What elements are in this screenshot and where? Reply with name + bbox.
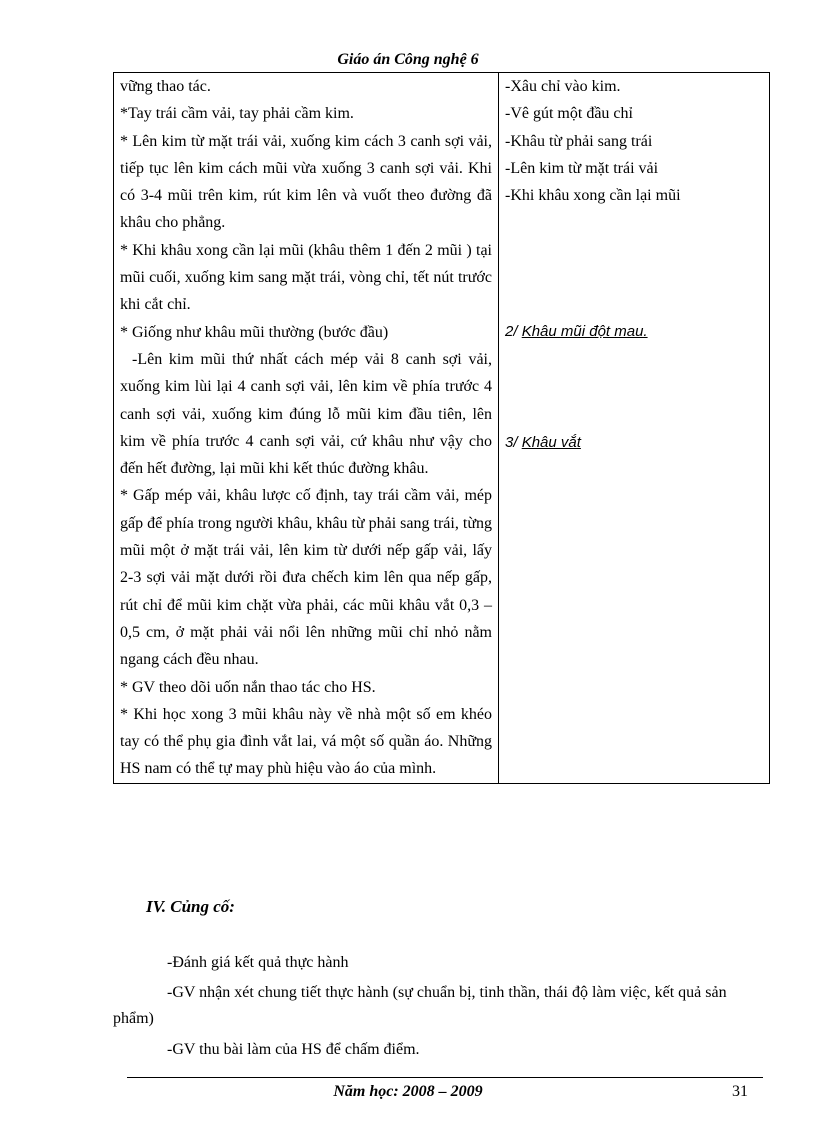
heading-backstitch <box>505 318 648 345</box>
heading-prefix: 2/ <box>505 323 522 340</box>
footer-school-year: Năm học: 2008 – 2009 <box>333 1083 483 1100</box>
paragraph: * Khi khâu xong cần lại mũi (khâu thêm 1 đến 2 mũi ) tại mũi cuối, xuống kim sang mặt trái, vòng chỉ, tết nút trước khi cắt chỉ. <box>120 241 492 314</box>
paragraph: -Lên kim mũi thứ nhất cách mép vải 8 canh sợi vải, xuống kim lùi lại 4 canh sợi vải, lên kim về phía trước 4 canh sợi vải, xuống kim đúng lỗ mũi kim đầu tiên, lên kim về phía trước 4 canh sợi vải, cứ khâu như vậy cho đến hết đường, lại mũi khi kết thúc đường khâu. <box>120 350 492 478</box>
paragraph: * GV theo dõi uốn nắn thao tác cho HS. <box>120 678 376 696</box>
step-item: -Khâu từ phải sang trái <box>505 132 653 150</box>
heading-text: Khâu vắt <box>521 434 581 451</box>
page-header: Giáo án Công nghệ 6 <box>337 51 479 68</box>
section-title: IV. Củng cố: <box>146 897 235 916</box>
step-item: -Xâu chỉ vào kim. <box>505 78 621 95</box>
paragraph: -Đánh giá kết quả thực hành <box>167 954 349 971</box>
step-item: -Vê gút một đầu chỉ <box>505 105 633 123</box>
paragraph: * Lên kim từ mặt trái vải, xuống kim cách 3 canh sợi vải, tiếp tục lên kim cách mũi vừa xuống 3 canh sợi vải. Khi có 3-4 mũi trên kim, rút kim lên và vuốt theo đường đã khâu cho phẳng. <box>120 132 492 232</box>
page-number: 31 <box>732 1083 748 1100</box>
paragraph: * Khi học xong 3 mũi khâu này về nhà một số em khéo tay có thể phụ gia đình vắt lai, vá một số quần áo. Những HS nam có thể tự may phù hiệu vào áo của mình. <box>120 705 492 778</box>
paragraph: *Tay trái cầm vải, tay phải cầm kim. <box>120 105 354 123</box>
heading-prefix: 3/ <box>505 434 522 451</box>
paragraph: * Gấp mép vải, khâu lược cố định, tay trái cầm vải, mép gấp để phía trong người khâu, khâu từ phải sang trái, từng mũi một ở mặt trái vải, lên kim từ dưới nếp gấp vải, lấy 2-3 sợi vải mặt dưới rồi đưa chếch kim lên qua nếp gấp, rút chỉ để mũi kim chặt vừa phải, các mũi khâu vắt 0,3 – 0,5 cm, ở mặt phải vải nổi lên những mũi chỉ nhỏ nằm ngang cách đều nhau. <box>120 487 492 669</box>
lesson-table <box>113 72 770 784</box>
heading-text: Khâu mũi đột mau. <box>521 323 648 340</box>
heading-hemstitch <box>505 429 581 456</box>
paragraph: * Giống như khâu mũi thường (bước đầu) <box>120 323 389 341</box>
activity-column <box>114 73 499 784</box>
paragraph: vững thao tác. <box>120 78 211 95</box>
table-row <box>114 73 770 784</box>
step-item: -Khi khâu xong cần lại mũi <box>505 187 681 205</box>
paragraph: -GV nhận xét chung tiết thực hành (sự chuẩn bị, tinh thần, thái độ làm việc, kết quả sản phẩm) <box>113 984 727 1027</box>
content-column <box>499 73 770 784</box>
step-item: -Lên kim từ mặt trái vải <box>505 159 659 177</box>
paragraph: -GV thu bài làm của HS để chấm điểm. <box>167 1041 420 1058</box>
footer-divider <box>127 1077 763 1078</box>
